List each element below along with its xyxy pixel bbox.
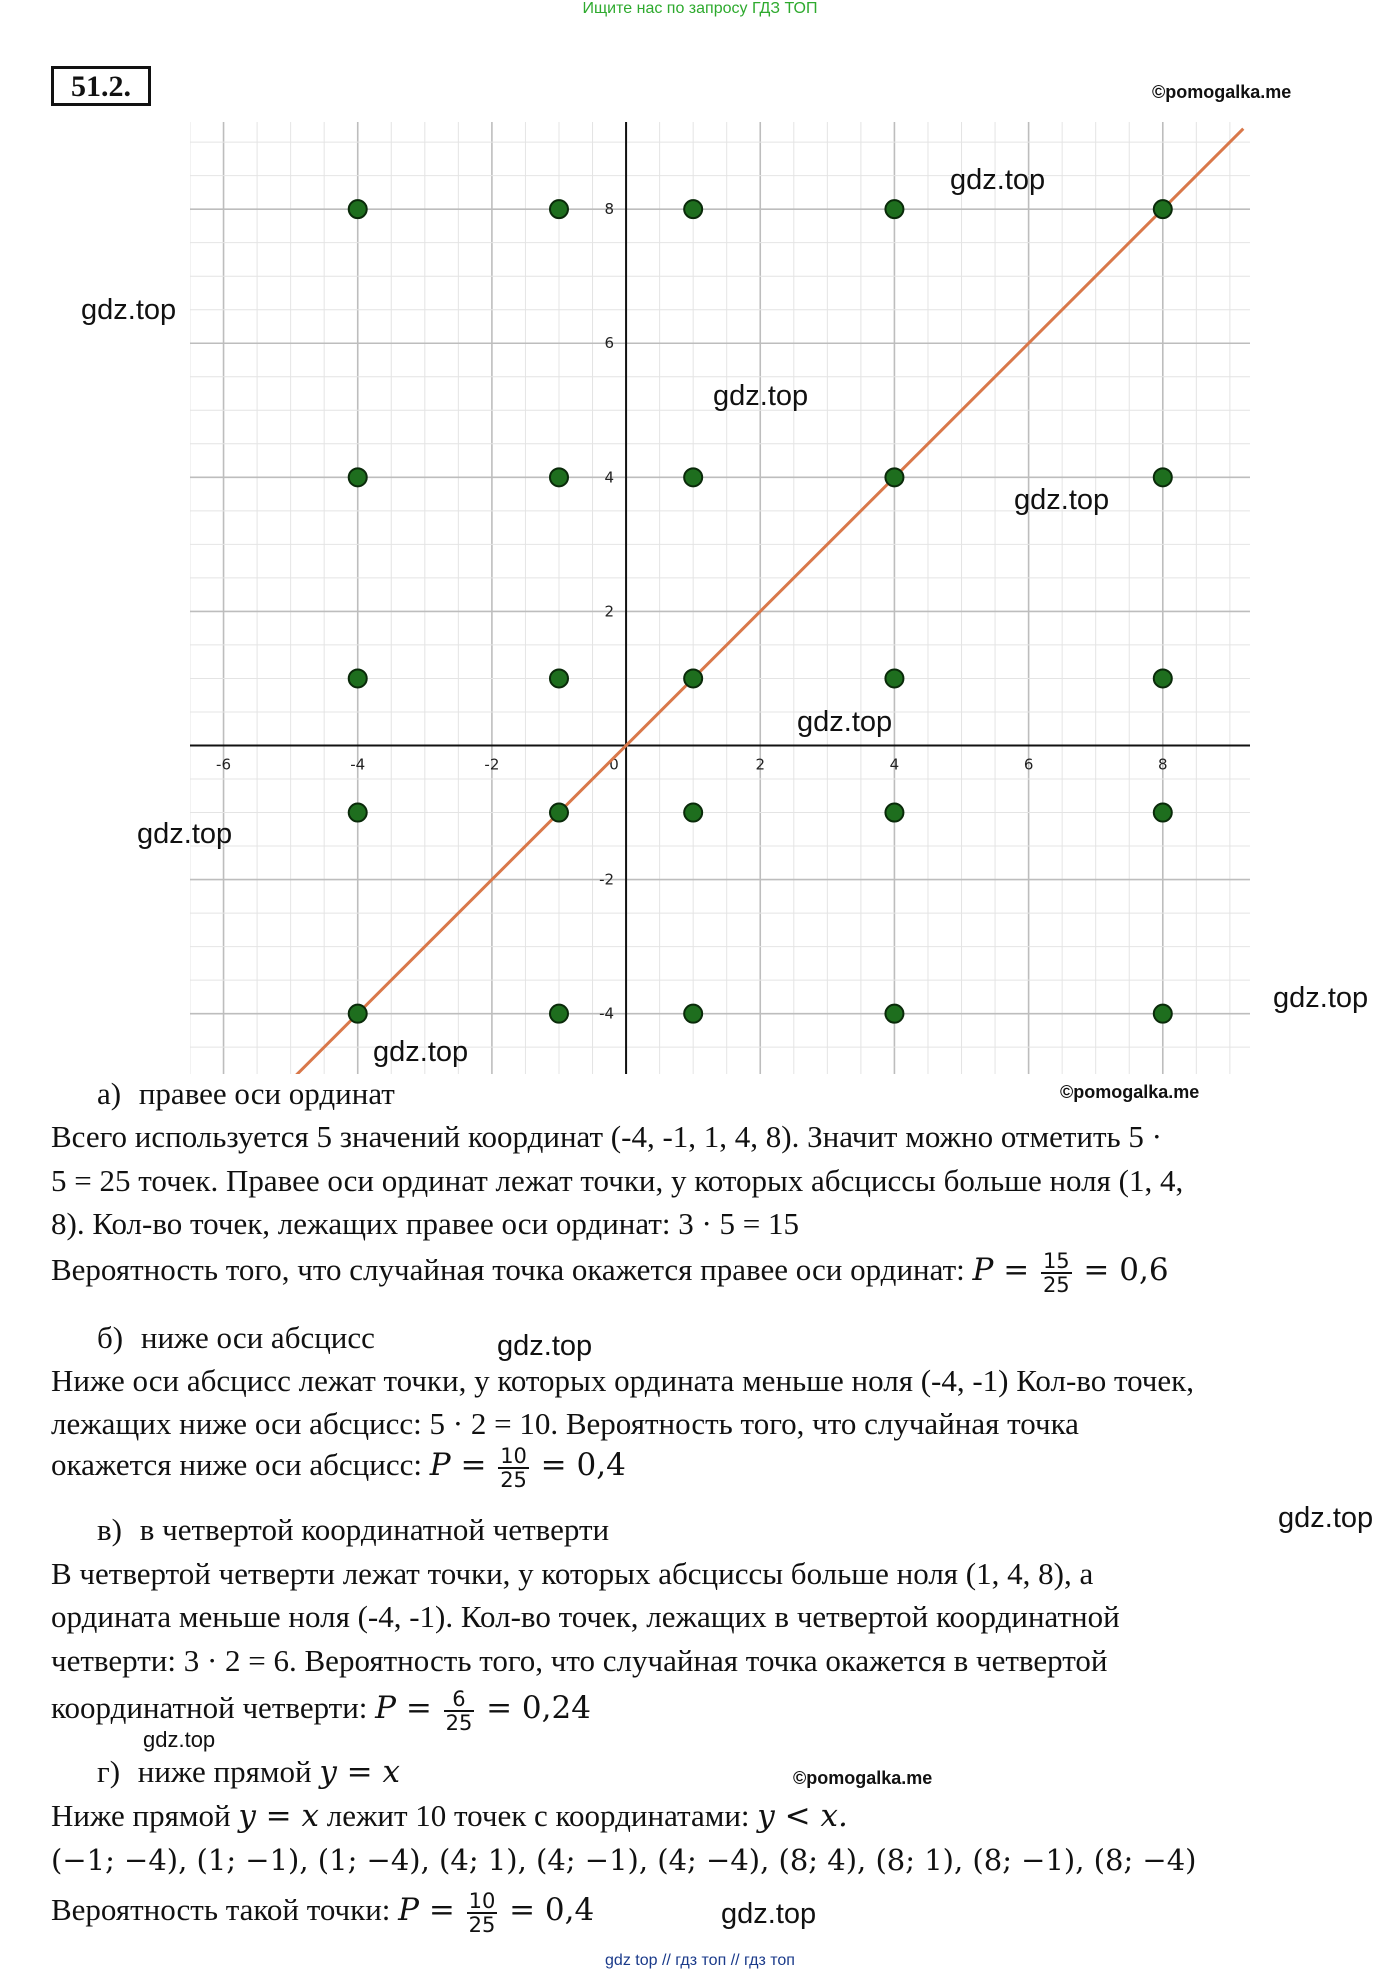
y-tick-label: 4 <box>604 468 615 487</box>
part-b-probability <box>51 1445 626 1491</box>
watermark: gdz.top <box>950 164 1046 196</box>
data-point <box>885 468 903 486</box>
watermark: gdz.top <box>81 294 177 326</box>
data-point <box>684 1005 702 1023</box>
x-tick-label: -2 <box>484 755 500 774</box>
part-a-text-1: Всего используется 5 значений координат (-4, -1, 1, 4, 8). Значит можно отметить 5 · <box>51 1119 1162 1154</box>
data-point <box>550 200 568 218</box>
x-tick-label: 8 <box>1158 755 1168 774</box>
fraction-numerator: 10 <box>500 1444 527 1468</box>
watermark: gdz.top <box>797 706 893 738</box>
fraction-denominator: 25 <box>1042 1273 1070 1297</box>
x-tick-label: 6 <box>1023 755 1034 774</box>
part-v-probability-text: координатной четверти: <box>51 1690 368 1726</box>
part-g-text-1 <box>51 1796 848 1836</box>
part-g-result: = 0,4 <box>509 1892 595 1929</box>
x-tick-label: -4 <box>350 755 366 774</box>
data-point <box>349 669 367 687</box>
fraction-denominator: 25 <box>445 1711 473 1735</box>
watermark: gdz.top <box>497 1330 593 1362</box>
watermark: gdz.top <box>721 1898 817 1930</box>
data-point <box>885 669 903 687</box>
part-g-heading <box>97 1752 400 1792</box>
part-b-heading <box>97 1318 375 1358</box>
part-v-text-1: В четвертой четверти лежат точки, у которых абсциссы больше ноля (1, 4, 8), а <box>51 1556 1094 1591</box>
data-point <box>550 1005 568 1023</box>
part-a-label: а) <box>97 1076 122 1111</box>
data-point <box>1154 468 1172 486</box>
data-point <box>349 468 367 486</box>
watermark: gdz.top <box>1273 982 1369 1014</box>
x-tick-label: 2 <box>755 755 766 774</box>
part-g-text-1b: лежит 10 точек с координатами: <box>326 1798 750 1833</box>
part-v-label: в) <box>97 1512 122 1547</box>
copyright-bottom: ©pomogalka.me <box>793 1768 933 1788</box>
part-g-points-list: (−1; −4), (1; −1), (1; −4), (4; 1), (4; −1), (4; −4), (8; 4), (8; 1), (8; −1), (8; −4) <box>51 1843 1197 1877</box>
x-tick-label: 4 <box>889 755 900 774</box>
data-point <box>885 1005 903 1023</box>
data-point <box>349 1005 367 1023</box>
part-b-probability-text: окажется ниже оси абсцисс: <box>51 1447 422 1483</box>
fraction-denominator: 25 <box>468 1913 496 1937</box>
part-a-text-2: 5 = 25 точек. Правее оси ординат лежат точки, у которых абсциссы больше ноля (1, 4, <box>51 1163 1184 1198</box>
data-point <box>1154 669 1172 687</box>
part-g-condition: y < x. <box>757 1798 848 1834</box>
part-v-fraction <box>444 1688 475 1734</box>
fraction-numerator: 15 <box>1042 1249 1070 1273</box>
copyright-top: ©pomogalka.me <box>1152 82 1292 102</box>
line-equation: y = x <box>238 1798 319 1834</box>
probability-symbol: P = <box>972 1252 1030 1289</box>
data-point <box>684 468 702 486</box>
data-point <box>550 669 568 687</box>
data-point <box>885 804 903 822</box>
part-a-heading <box>97 1074 395 1114</box>
data-point <box>1154 804 1172 822</box>
data-point <box>684 804 702 822</box>
part-g-title: ниже прямой <box>137 1754 312 1789</box>
fraction-numerator: 6 <box>444 1688 475 1712</box>
part-a-probability-text: Вероятность того, что случайная точка окажется правее оси ординат: <box>51 1252 965 1288</box>
y-tick-label: 6 <box>604 334 615 353</box>
line-equation: y = x <box>319 1754 400 1790</box>
y-tick-label: -2 <box>599 870 615 889</box>
part-a-result: = 0,6 <box>1083 1252 1169 1289</box>
data-point <box>684 669 702 687</box>
part-a-text-3: 8). Кол-во точек, лежащих правее оси ординат: 3 · 5 = 15 <box>51 1206 800 1241</box>
data-point <box>349 804 367 822</box>
part-g-fraction <box>467 1890 498 1936</box>
watermark: gdz.top <box>713 380 809 412</box>
part-b-label: б) <box>97 1320 124 1355</box>
probability-symbol: P = <box>429 1447 487 1484</box>
fraction-denominator: 25 <box>500 1468 527 1492</box>
fraction-numerator: 10 <box>468 1889 496 1913</box>
probability-symbol: P = <box>398 1892 455 1929</box>
data-point <box>550 804 568 822</box>
watermark: gdz.top <box>373 1036 469 1068</box>
part-v-text-3: четверти: 3 · 2 = 6. Вероятность того, что случайная точка окажется в четвертой <box>51 1643 1108 1678</box>
watermark: gdz.top <box>1014 484 1110 516</box>
watermark: gdz.top <box>143 1727 216 1752</box>
probability-symbol: P = <box>375 1690 432 1727</box>
part-a-title: правее оси ординат <box>138 1076 395 1111</box>
data-point <box>684 200 702 218</box>
data-point <box>1154 200 1172 218</box>
watermark: gdz.top <box>1278 1502 1374 1534</box>
part-v-result: = 0,24 <box>486 1690 591 1727</box>
part-v-text-2: ордината меньше ноля (-4, -1). Кол-во точек, лежащих в четвертой координатной <box>51 1599 1120 1634</box>
data-point <box>550 468 568 486</box>
y-tick-label: 8 <box>604 200 615 219</box>
part-g-text-1a: Ниже прямой <box>51 1798 231 1833</box>
part-g-probability <box>51 1890 594 1936</box>
part-b-text-2: лежащих ниже оси абсцисс: 5 · 2 = 10. Вероятность того, что случайная точка <box>51 1406 1079 1441</box>
data-point <box>349 200 367 218</box>
part-a-probability <box>51 1250 1169 1296</box>
part-g-probability-text: Вероятность такой точки: <box>51 1892 391 1928</box>
part-v-probability <box>51 1688 591 1734</box>
part-b-fraction <box>498 1445 529 1491</box>
part-g-label: г) <box>97 1754 121 1789</box>
footer-links: gdz top // гдз топ // гдз топ <box>605 1952 795 1969</box>
top-banner: Ищите нас по запросу ГДЗ ТОП <box>582 0 818 17</box>
part-a-fraction <box>1041 1250 1072 1296</box>
part-b-result: = 0,4 <box>540 1447 626 1484</box>
watermark: gdz.top <box>137 818 233 850</box>
part-v-heading <box>97 1510 609 1550</box>
line-y-equals-x <box>284 129 1243 1074</box>
part-v-title: в четвертой координатной четверти <box>139 1512 610 1547</box>
y-tick-label: 2 <box>604 602 615 621</box>
part-b-title: ниже оси абсцисс <box>140 1320 375 1355</box>
data-point <box>1154 1005 1172 1023</box>
copyright-mid: ©pomogalka.me <box>1060 1082 1200 1102</box>
y-tick-label: -4 <box>599 1004 615 1023</box>
coordinate-chart <box>190 122 1250 1074</box>
x-tick-label: 0 <box>609 755 619 774</box>
part-b-text-1: Ниже оси абсцисс лежат точки, у которых ордината меньше ноля (-4, -1) Кол-во точек, <box>51 1363 1194 1398</box>
x-tick-label: -6 <box>216 755 232 774</box>
data-point <box>885 200 903 218</box>
task-number: 51.2. <box>51 66 151 106</box>
